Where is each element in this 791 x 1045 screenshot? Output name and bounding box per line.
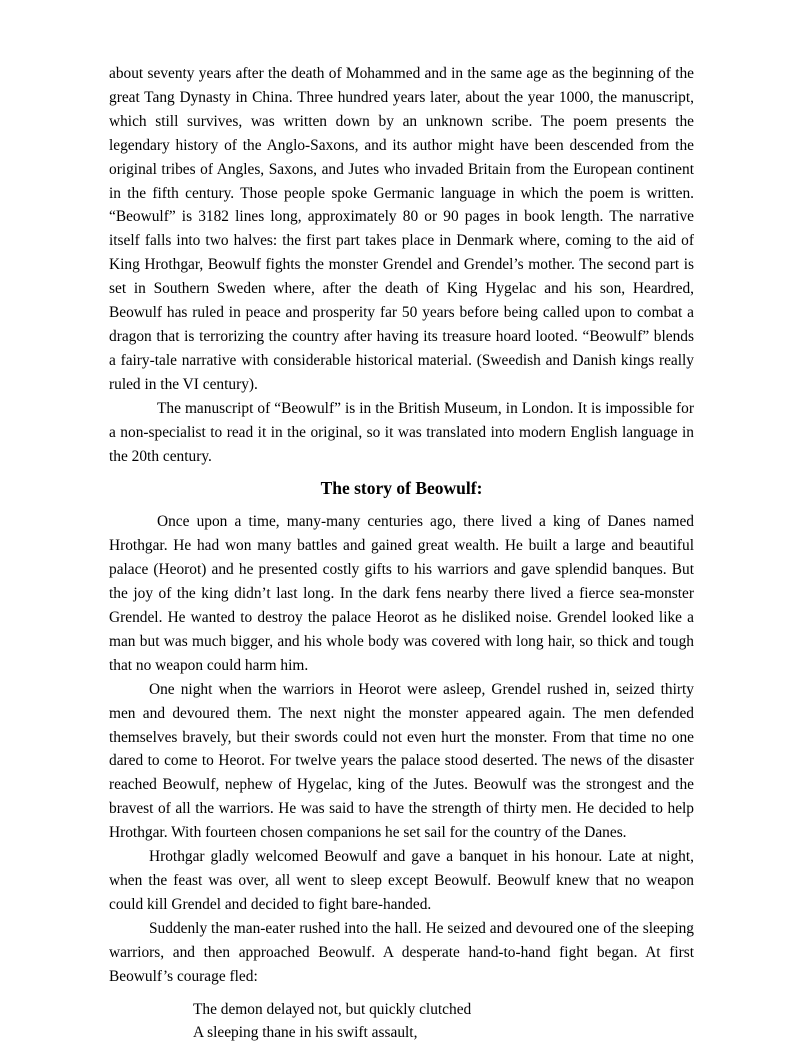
- story-paragraph-3: Hrothgar gladly welcomed Beowulf and gave a banquet in his honour. Late at night, when the feast was over, all went to sleep except Beowulf. Beowulf knew that no weapon could kill Grendel and decided to fight bare-handed.: [109, 848, 694, 913]
- story-paragraph-1: Once upon a time, many-many centuries ago, there lived a king of Danes named Hrothgar. He had won many battles and gained great wealth. He built a large and beautiful palace (Heorot) and he presented costly gifts to his warriors and gave splendid banques. But the joy of the king didn’t last long. In the dark fens nearby there lived a fierce sea-monster Grendel. He wanted to destroy the palace Heorot as he disliked noise. Grendel looked like a man but was much bigger, and his whole body was covered with long hair, so thick and tough that no weapon could harm him.: [109, 513, 694, 674]
- story-paragraph-2: One night when the warriors in Heorot were asleep, Grendel rushed in, seized thirty men and devoured them. The next night the monster appeared again. The men defended themselves bravely, but their swords could not even hurt the monster. From that time no one dared to come to Heorot. For twelve years the palace stood deserted. The news of the disaster reached Beowulf, nephew of Hygelac, king of the Jutes. Beowulf was the strongest and the bravest of all the warriors. He was said to have the strength of thirty men. He decided to help Hrothgar. With fourteen chosen companions he set sail for the country of the Danes.: [109, 680, 694, 842]
- section-title: The story of Beowulf:: [320, 478, 483, 499]
- intro-paragraph-1: about seventy years after the death of Mohammed and in the same age as the beginning of the great Tang Dynasty in China. Three hundred years later, about the year 1000, the manuscript, which still survives, was written down by an unknown scribe. The poem presents the legendary history of the Anglo-Saxons, and its author might have been descended from the original tribes of Angles, Saxons, and Jutes who invaded Britain from the European continent in the fifth century. Those people spoke Germanic language in which the poem is written. “Beowulf” is 3182 lines long, approximately 80 or 90 pages in book length. The narrative itself falls into two halves: the first part takes place in Denmark where, coming to the aid of King Hrothgar, Beowulf fights the monster Grendel and Grendel’s mother. The second part is set in Southern Sweden where, after the death of King Hygelac and his son, Heardred, Beowulf has ruled in peace and prosperity far 50 years before being called upon to combat a dragon that is terrorizing the country after having its treasure hoard looted. “Beowulf” blends a fairy-tale narrative with considerable historical material. (Sweedish and Danish kings really ruled in the VI century).: [109, 65, 694, 393]
- verse-line-1: The demon delayed not, but quickly clutched: [193, 1000, 472, 1018]
- story-paragraph-4: Suddenly the man-eater rushed into the hall. He seized and devoured one of the sleeping warriors, and then approached Beowulf. A desperate hand-to-hand fight began. At first Beowulf’s courage fled:: [109, 919, 694, 985]
- verse-line-2: A sleeping thane in his swift assault,: [193, 1024, 418, 1042]
- verse-quote: [109, 998, 694, 1045]
- intro-paragraph-2: The manuscript of “Beowulf” is in the British Museum, in London. It is impossible for a non-specialist to read it in the original, so it was translated into modern English language in the 20th century.: [109, 399, 694, 465]
